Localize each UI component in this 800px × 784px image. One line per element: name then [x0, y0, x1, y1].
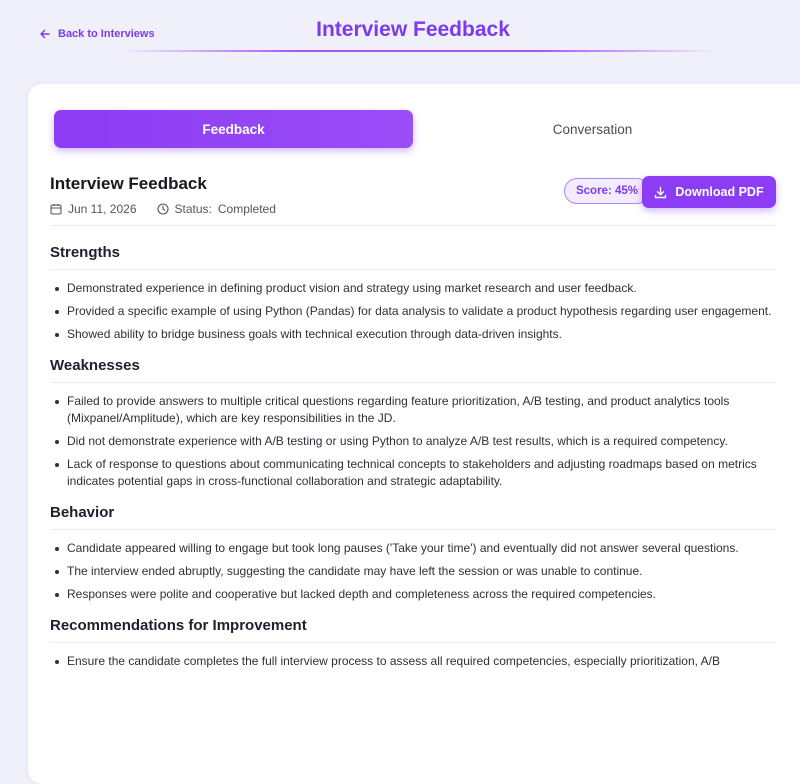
list-item: Showed ability to bridge business goals with technical execution through data-driven insights.	[50, 326, 776, 343]
clock-icon	[157, 203, 169, 215]
feedback-header	[50, 174, 776, 222]
list-item: Candidate appeared willing to engage but took long pauses ('Take your time') and eventually did not answer several questions.	[50, 540, 776, 557]
section-recommendations	[50, 617, 776, 670]
status-value: Completed	[217, 202, 276, 216]
list-item: Demonstrated experience in defining product vision and strategy using market research and user feedback.	[50, 280, 776, 297]
tab-feedback[interactable]: Feedback	[54, 110, 413, 148]
status-label: Status:	[174, 202, 212, 216]
section-behavior	[50, 504, 776, 603]
title-underline	[118, 50, 718, 52]
section-title: Strengths	[50, 244, 776, 270]
tab-conversation[interactable]: Conversation	[552, 121, 633, 137]
download-pdf-label[interactable]: Download PDF	[675, 185, 764, 199]
list-item: Responses were polite and cooperative but lacked depth and completeness across the required competencies.	[50, 586, 776, 603]
section-strengths	[50, 244, 776, 343]
feedback-content	[50, 244, 776, 684]
section-title: Weaknesses	[50, 357, 776, 383]
section-weaknesses	[50, 357, 776, 490]
header-divider	[50, 225, 776, 226]
section-title: Recommendations for Improvement	[50, 617, 776, 643]
list-item: Lack of response to questions about communicating technical concepts to stakeholders and adjusting roadmaps based on metrics indicates potential gaps in cross-functional collaboration and strategic adaptability.	[50, 456, 776, 490]
download-pdf-button[interactable]	[642, 176, 776, 208]
feedback-title: Interview Feedback	[50, 174, 207, 193]
list-item: The interview ended abruptly, suggesting the candidate may have left the session or was unable to continue.	[50, 563, 776, 580]
score-badge: Score: 45%	[564, 178, 650, 204]
page-title: Interview Feedback	[316, 18, 510, 41]
download-icon	[654, 186, 667, 199]
tab-bar	[54, 110, 774, 150]
feedback-card	[28, 84, 800, 784]
section-title: Behavior	[50, 504, 776, 530]
top-bar	[0, 0, 800, 64]
list-item: Provided a specific example of using Python (Pandas) for data analysis to validate a product hypothesis regarding user engagement.	[50, 303, 776, 320]
list-item: Did not demonstrate experience with A/B testing or using Python to analyze A/B test results, which is a required competency.	[50, 433, 776, 450]
interview-date: Jun 11, 2026	[68, 202, 137, 216]
calendar-icon	[50, 203, 62, 215]
back-link-label[interactable]: Back to Interviews	[58, 28, 155, 40]
list-item: Ensure the candidate completes the full interview process to assess all required competencies, especially prioritization, A/B	[50, 653, 776, 670]
list-item: Failed to provide answers to multiple critical questions regarding feature prioritization, A/B testing, and product analytics tools (Mixpanel/Amplitude), which are key responsibilities in the JD.	[50, 393, 776, 427]
